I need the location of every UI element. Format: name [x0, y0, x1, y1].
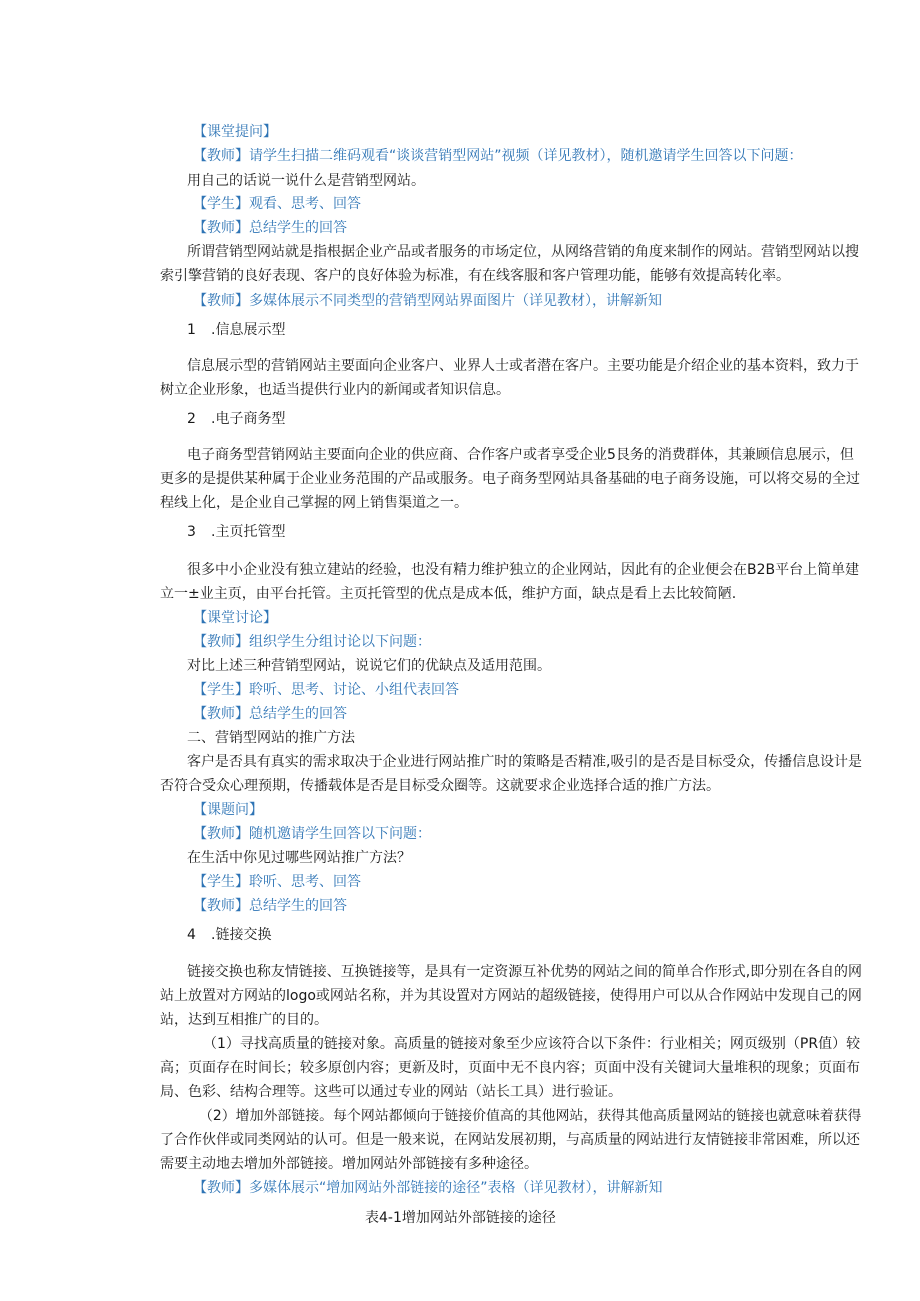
paragraph-line: 链接交换也称友情链接、互换链接等，是具有一定资源互补优势的网站之间的简单合作形式,即分别在各自的网	[187, 964, 862, 980]
heading-number: 3	[187, 524, 196, 540]
teacher-instruction: 【教师】多媒体展示不同类型的营销型网站界面图片（详见教材），讲解新知	[193, 293, 662, 309]
teacher-summary: 【教师】总结学生的回答	[193, 898, 347, 914]
heading-label: .信息展示型	[211, 322, 286, 338]
heading-number: 2	[187, 411, 196, 427]
student-activity: 【学生】聆听、思考、讨论、小组代表回答	[193, 682, 459, 698]
question-text: 用自己的话说一说什么是营销型网站。	[187, 173, 425, 189]
paragraph-line: 信息展示型的营销网站主要面向企业客户、业界人士或者潜在客户。主要功能是介绍企业的基本资料，致力于	[187, 358, 859, 374]
student-activity: 【学生】聆听、思考、回答	[193, 874, 361, 890]
paragraph-line: 客户是否具有真实的需求取决于企业进行网站推广时的策略是否精准,吸引的是否是目标受众，传播信息设计是	[187, 754, 862, 770]
section-marker-question: 【课题问】	[193, 802, 263, 818]
heading-number: 1	[187, 322, 196, 338]
teacher-instruction: 【教师】随机邀请学生回答以下问题：	[193, 826, 431, 842]
heading-number: 4	[187, 927, 196, 943]
teacher-summary: 【教师】总结学生的回答	[193, 220, 347, 236]
teacher-instruction: 【教师】组织学生分组讨论以下问题：	[193, 634, 431, 650]
paragraph-line: 否符合受众心理预期，传播载体是否是目标受众圈等。这就要求企业选择合适的推广方法。	[160, 778, 720, 794]
paragraph-line: 站，达到互相推广的目的。	[160, 1012, 328, 1028]
student-activity: 【学生】观看、思考、回答	[193, 196, 361, 212]
paragraph-line: 很多中小企业没有独立建站的经验，也没有精力维护独立的企业网站，因此有的企业便会在B2B平台上简单建	[187, 562, 860, 578]
paragraph-line: （1）寻找高质量的链接对象。高质量的链接对象至少应该符合以下条件：行业相关；网页级别（PR值）较	[203, 1036, 861, 1052]
paragraph-line: 需要主动地去增加外部链接。增加网站外部链接有多种途径。	[160, 1156, 538, 1172]
numbered-heading	[187, 926, 271, 944]
paragraph-line: （2）增加外部链接。每个网站都倾向于链接价值高的其他网站，获得其他高质量网站的链接也就意味着获得	[199, 1108, 862, 1124]
heading-label: .电子商务型	[211, 411, 286, 427]
paragraph-line: 所谓营销型网站就是指根据企业产品或者服务的市场定位，从网络营销的角度来制作的网站。营销型网站以搜	[187, 244, 859, 260]
teacher-instruction: 【教师】多媒体展示“增加网站外部链接的途径”表格（详见教材），讲解新知	[193, 1180, 663, 1196]
table-caption: 表4-1增加网站外部链接的途径	[365, 1210, 556, 1226]
paragraph-line: 程线上化，是企业自己掌握的网上销售渠道之一。	[160, 495, 468, 511]
question-text: 在生活中你见过哪些网站推广方法？	[187, 850, 411, 866]
paragraph-line: 索引擎营销的良好表现、客户的良好体验为标准，有在线客服和客户管理功能，能够有效提高转化率。	[160, 268, 790, 284]
section-marker-classroom-question: 【课堂提问】	[193, 124, 277, 140]
paragraph-line: 了合作伙伴或同类网站的认可。但是一般来说，在网站发展初期，与高质量的网站进行友情链接非常困难，所以还	[160, 1132, 860, 1148]
paragraph-line: 树立企业形象，也适当提供行业内的新闻或者知识信息。	[160, 382, 510, 398]
teacher-summary: 【教师】总结学生的回答	[193, 706, 347, 722]
paragraph-line: 站上放置对方网站的logo或网站名称，并为其设置对方网站的超级链接，使得用户可以从合作网站中发现自己的网	[160, 988, 862, 1004]
teacher-instruction: 【教师】请学生扫描二维码观看“谈谈营销型网站”视频（详见教材），随机邀请学生回答以下问题：	[193, 148, 803, 164]
numbered-heading	[187, 523, 285, 541]
section-marker-classroom-discussion: 【课堂讨论】	[193, 610, 277, 626]
heading-label: .主页托管型	[211, 524, 286, 540]
paragraph-line: 高；页面存在时间长；较多原创内容；更新及时，页面中无不良内容；页面中没有关键词大量堆积的现象；页面布	[160, 1060, 860, 1076]
paragraph-line: 立一±业主页，由平台托管。主页托管型的优点是成本低，维护方面，缺点是看上去比较简陋.	[160, 586, 737, 602]
numbered-heading	[187, 410, 285, 428]
heading-label: .链接交换	[211, 927, 272, 943]
paragraph-line: 局、色彩、结构合理等。这些可以通过专业的网站（站长工具）进行验证。	[160, 1084, 622, 1100]
paragraph-line: 电子商务型营销网站主要面向企业的供应商、合作客户或者享受企业5艮务的消费群体，其兼顾信息展示，但	[187, 447, 854, 463]
section-heading: 二、营销型网站的推广方法	[187, 730, 355, 746]
paragraph-line: 更多的是提供某种属于企业业务范围的产品或服务。电子商务型网站具备基础的电子商务设施，可以将交易的全过	[160, 471, 860, 487]
question-text: 对比上述三种营销型网站，说说它们的优缺点及适用范围。	[187, 658, 551, 674]
numbered-heading	[187, 321, 285, 339]
